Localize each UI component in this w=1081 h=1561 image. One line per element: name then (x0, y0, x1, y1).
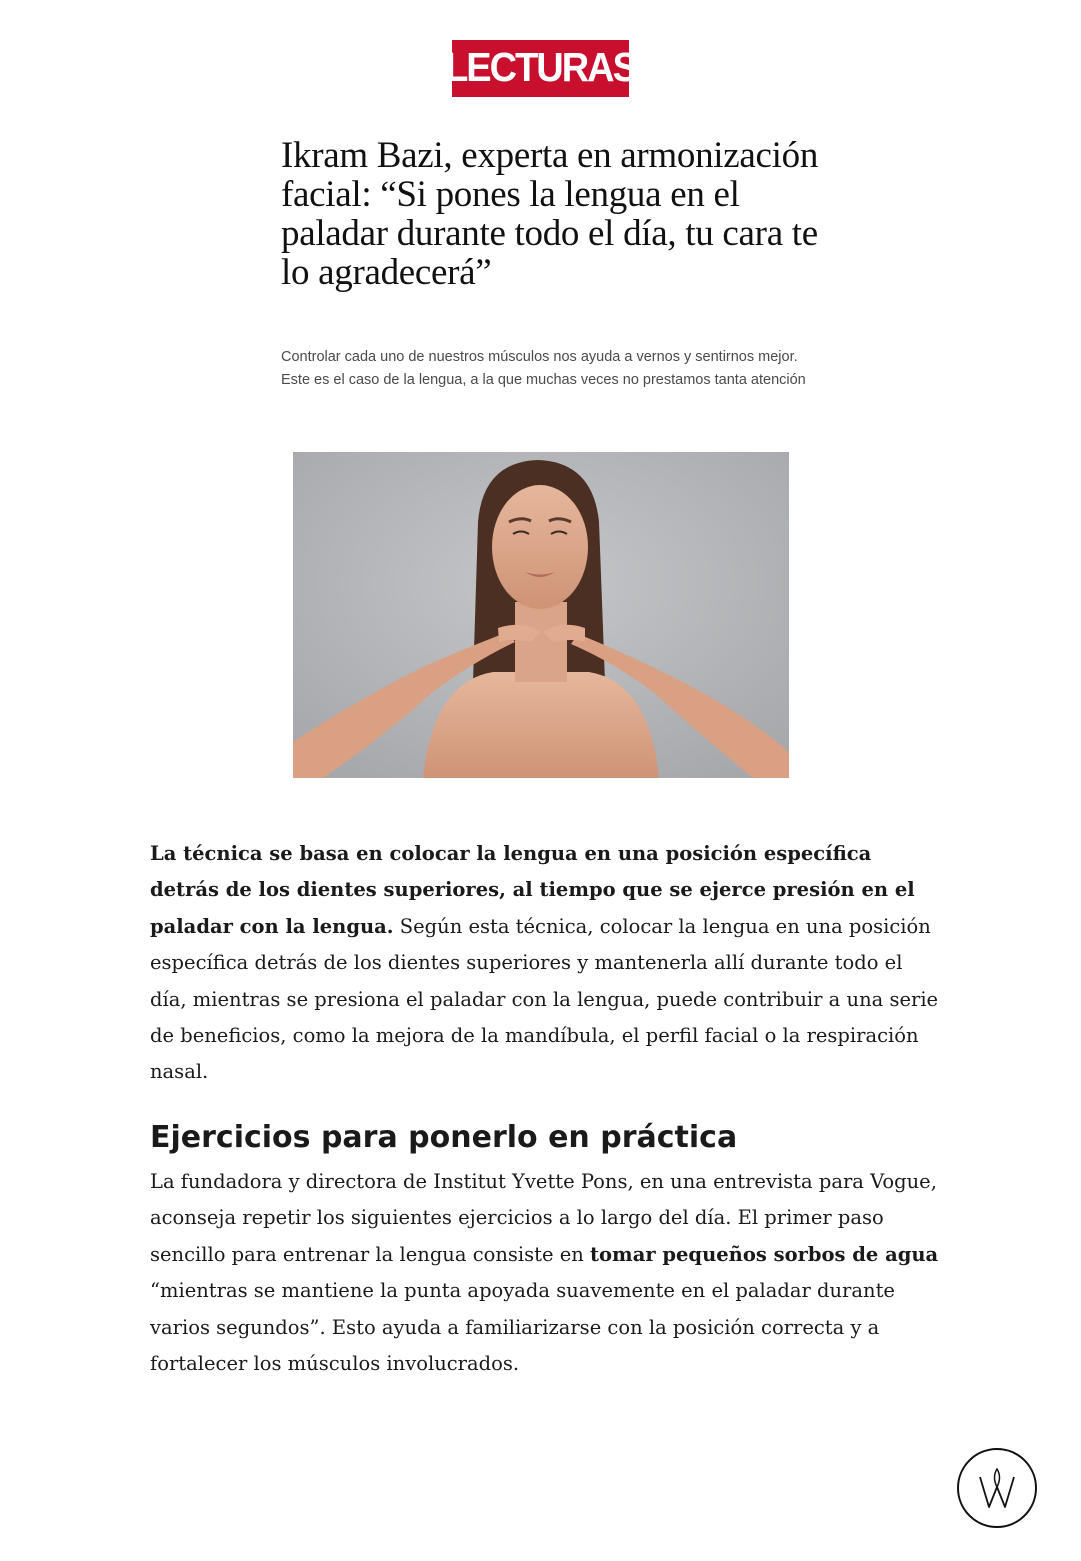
paragraph-exercises-text-before: La fundadora y directora de Institut Yvette Pons, en una entrevista para Vogue, aconseja repetir los siguientes ejercicios a lo largo del día. El primer paso sencillo para entrenar la lengua consiste en (150, 1170, 937, 1266)
section-heading: Ejercicios para ponerlo en práctica (150, 1120, 738, 1155)
paragraph-intro-bold: La técnica se basa en colocar la lengua en una posición específica detrás de los dientes superiores, al tiempo que se ejerce presión en el paladar con la lengua. (150, 842, 915, 938)
paragraph-exercises (150, 1164, 940, 1382)
paragraph-exercises-text-after: “mientras se mantiene la punta apoyada suavemente en el paladar durante varios segundos”. Esto ayuda a familiarizarse con la posición correcta y a fortalecer los músculos involucrados. (150, 1279, 895, 1376)
paragraph-exercises-bold: tomar pequeños sorbos de agua (590, 1242, 939, 1266)
paragraph-intro (150, 836, 940, 1091)
article-subtitle: Controlar cada uno de nuestros músculos nos ayuda a vernos y sentirnos mejor. Este es el caso de la lengua, a la que muchas veces no prestamos tanta atención (281, 349, 806, 388)
article-title: Ikram Bazi, experta en armonización facial: “Si pones la lengua en el paladar durante todo el día, tu cara te lo agradecerá” (281, 135, 819, 293)
article-photo (293, 452, 789, 778)
lecturas-logo[interactable] (445, 40, 636, 97)
logo-text: LECTURAS (445, 45, 636, 91)
paragraph-intro-text: Según esta técnica, colocar la lengua en una posición específica detrás de los dientes superiores y mantenerla allí durante todo el día, mientras se presiona el paladar con la lengua, puede contribuir a una serie de beneficios, como la mejora de la mandíbula, el perfil facial o la respiración nasal. (150, 914, 939, 1084)
w-monogram-icon (956, 1447, 1038, 1529)
